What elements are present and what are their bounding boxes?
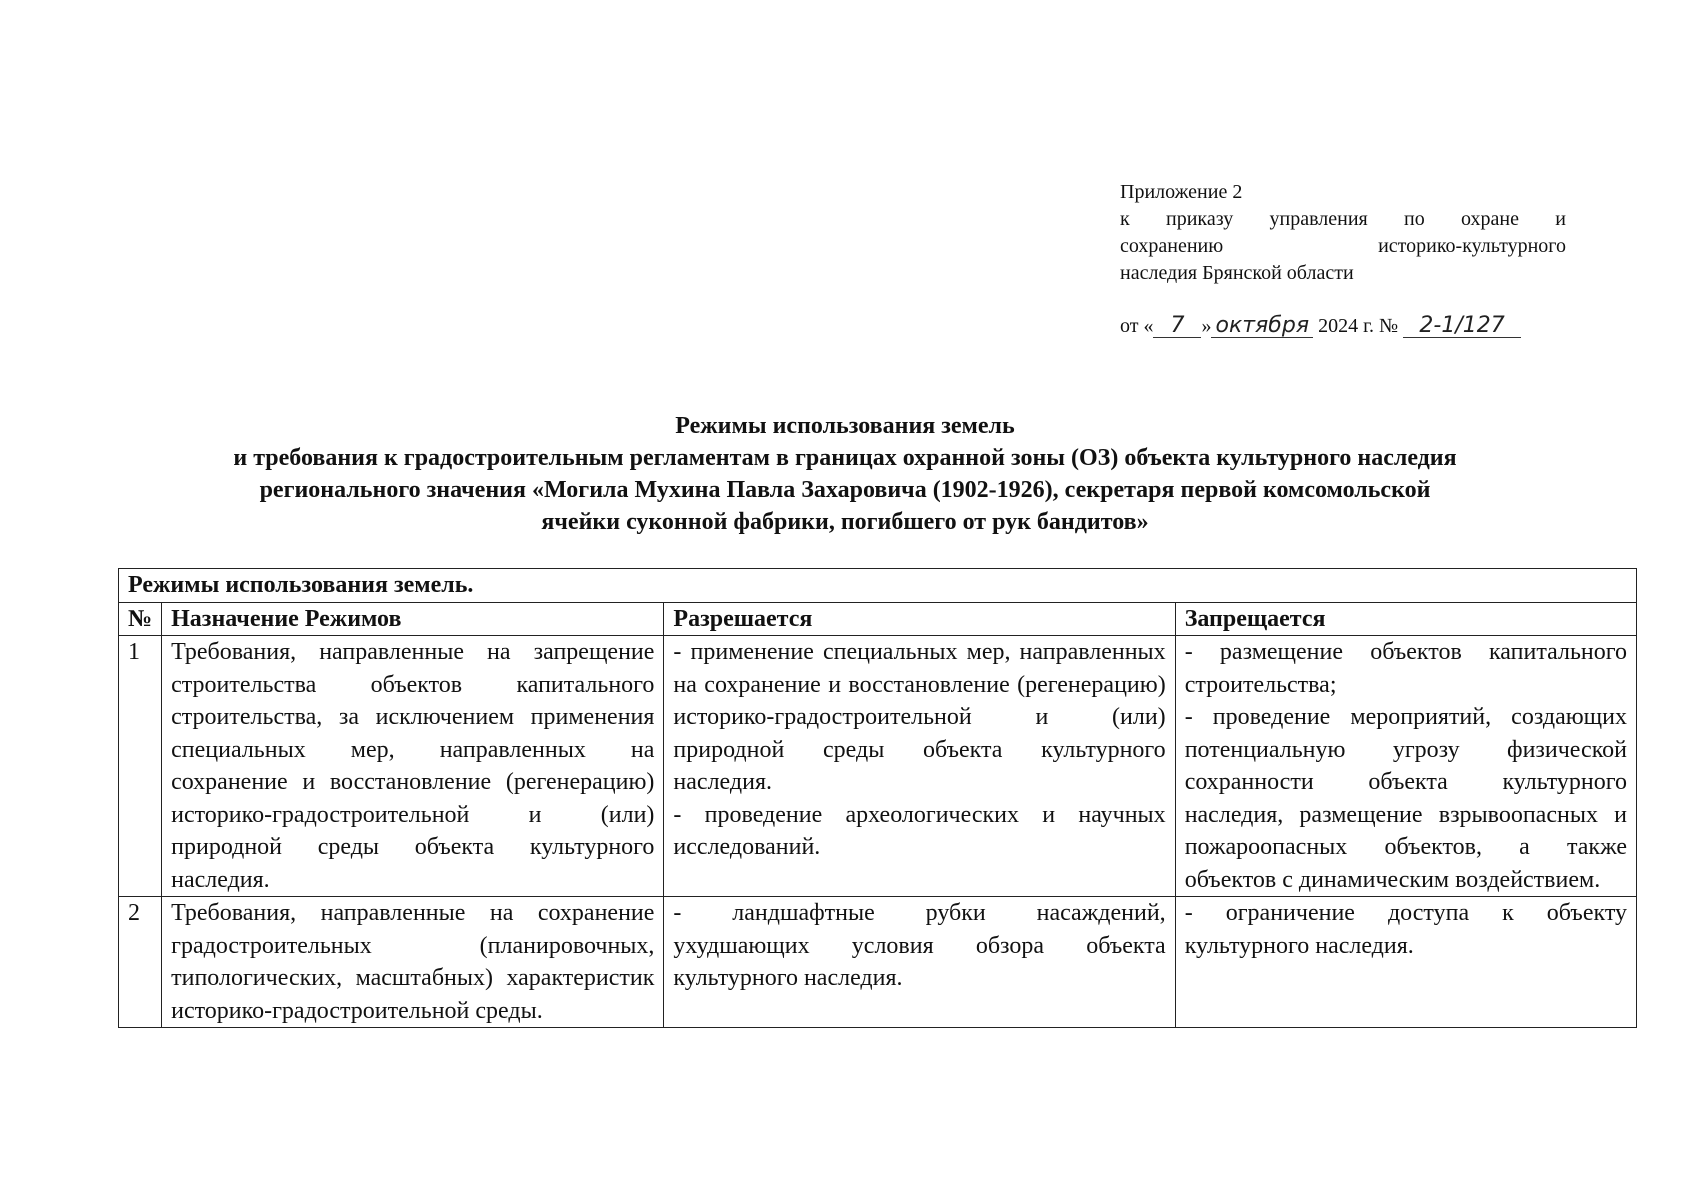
- table-row: [119, 897, 1637, 1028]
- forbidden-item: - ограничение доступа к объекту культурного наследия.: [1184, 900, 1627, 959]
- appendix-line-2: сохранению историко-культурного: [1120, 235, 1566, 257]
- allowed-item: - ландшафтные рубки насаждений, ухудшающих условия обзора объекта культурного наследия.: [673, 900, 1166, 991]
- appendix-title: Приложение 2: [1120, 181, 1243, 203]
- handwritten-order-number: 2-1/127: [1403, 315, 1521, 338]
- row-allowed: [664, 897, 1175, 1028]
- allowed-item: - проведение археологических и научных исследований.: [673, 801, 1166, 860]
- row-allowed: [664, 636, 1175, 897]
- regimes-table: [118, 568, 1637, 1028]
- title-line-2: и требования к градостроительным регламентам в границах охранной зоны (ОЗ) объекта культурного наследия: [233, 445, 1457, 471]
- forbidden-item: - размещение объектов капитального строительства;: [1184, 639, 1627, 698]
- date-prefix: от «: [1120, 315, 1154, 337]
- row-forbidden: [1175, 636, 1636, 897]
- title-line-4: ячейки суконной фабрики, погибшего от рук бандитов»: [541, 509, 1149, 535]
- row-number: 1: [119, 636, 162, 897]
- row-forbidden: [1175, 897, 1636, 1028]
- table-row: [119, 636, 1637, 897]
- header-allowed: Разрешается: [664, 602, 1175, 636]
- allowed-item: - применение специальных мер, направленных на сохранение и восстановление (регенерацию) историко-градостроительной и (или) природной среды объекта культурного наследия.: [673, 639, 1166, 795]
- table-header-row: [119, 602, 1637, 636]
- forbidden-item: - проведение мероприятий, создающих потенциальную угрозу физической сохранности объекта культурного наследия, размещение взрывоопасных и пожароопасных объектов, а также объектов с динамическим воздействием.: [1184, 704, 1627, 893]
- appendix-line-3: наследия Брянской области: [1120, 262, 1354, 284]
- date-year: 2024 г. №: [1318, 315, 1399, 337]
- date-mid: »: [1201, 315, 1212, 337]
- document-title: [110, 410, 1580, 538]
- title-line-3: регионального значения «Могила Мухина Павла Захаровича (1902-1926), секретаря первой комсомольской: [259, 477, 1431, 503]
- table-caption: Режимы использования земель.: [119, 569, 1637, 603]
- handwritten-day: 7: [1153, 315, 1201, 338]
- row-purpose: Требования, направленные на запрещение строительства объектов капитального строительства, за исключением применения специальных мер, направленных на сохранение и восстановление (регенерацию) историко-градостроительной и (или) природной среды объекта культурного наследия.: [162, 636, 664, 897]
- handwritten-month: октября: [1211, 315, 1313, 338]
- header-purpose: Назначение Режимов: [162, 602, 664, 636]
- row-purpose: Требования, направленные на сохранение градостроительных (планировочных, типологических, масштабных) характеристик историко-градостроительной среды.: [162, 897, 664, 1028]
- header-forbidden: Запрещается: [1175, 602, 1636, 636]
- appendix-block: [1120, 179, 1566, 340]
- header-number: №: [119, 602, 162, 636]
- title-line-1: Режимы использования земель: [675, 413, 1015, 439]
- row-number: 2: [119, 897, 162, 1028]
- appendix-line-1: к приказу управления по охране и: [1120, 208, 1566, 230]
- table-caption-row: [119, 569, 1637, 603]
- order-date-line: [1120, 313, 1566, 340]
